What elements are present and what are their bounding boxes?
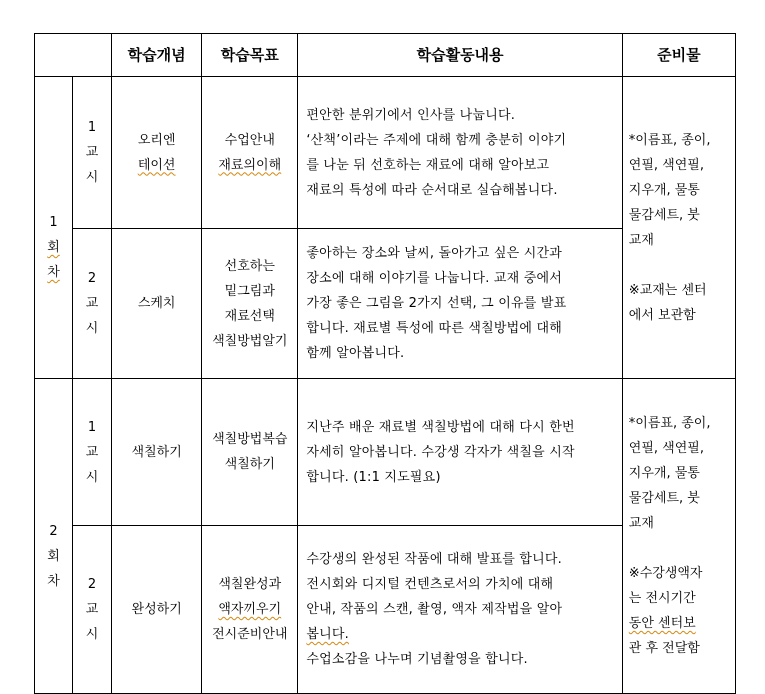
materials-cell-2: *이름표, 종이, 연필, 색연필, 지우개, 물통 물감세트, 붓 교재 ※수강생액자 는 전시기간 동안 센터보 관 후 전달함 (622, 379, 735, 694)
goal-cell: 선호하는 밑그림과 재료선택 색칠방법알기 (202, 229, 298, 379)
concept-cell: 완성하기 (112, 526, 202, 694)
header-row (35, 34, 736, 77)
lesson-plan-table (34, 33, 736, 694)
goal-cell: 수업안내 재료의이해 (202, 77, 298, 229)
table-row (35, 77, 736, 229)
table-row (35, 379, 736, 526)
header-goal: 학습목표 (202, 34, 298, 77)
header-materials: 준비물 (622, 34, 735, 77)
materials-cell-1: *이름표, 종이, 연필, 색연필, 지우개, 물통 물감세트, 붓 교재 ※교재는 센터 에서 보관함 (622, 77, 735, 379)
session-label-1: 1 회 차 (35, 77, 73, 379)
concept-cell: 오리엔 테이션 (112, 77, 202, 229)
activity-cell: 편안한 분위기에서 인사를 나눕니다. ‘산책’이라는 주제에 대해 함께 충분히 이야기 를 나눈 뒤 선호하는 재료에 대해 알아보고 재료의 특성에 따라 순서대로 실습해봅니다. (298, 77, 622, 229)
session-label-2: 2 회 차 (35, 379, 73, 694)
concept-cell: 스케치 (112, 229, 202, 379)
goal-cell: 색칠완성과 액자끼우기 전시준비안내 (202, 526, 298, 694)
header-concept: 학습개념 (112, 34, 202, 77)
activity-cell: 수강생의 완성된 작품에 대해 발표를 합니다. 전시회와 디지털 컨텐츠로서의 가치에 대해 안내, 작품의 스캔, 촬영, 액자 제작법을 알아 봅니다. 수업소감을 나누며 기념촬영을 합니다. (298, 526, 622, 694)
activity-cell: 좋아하는 장소와 날씨, 돌아가고 싶은 시간과 장소에 대해 이야기를 나눕니다. 교재 중에서 가장 좋은 그림을 2가지 선택, 그 이유를 발표 합니다. 재료별 특성에 따른 색칠방법에 대해 함께 알아봅니다. (298, 229, 622, 379)
period-label: 1 교 시 (73, 379, 112, 526)
goal-cell: 색칠방법복습 색칠하기 (202, 379, 298, 526)
period-label: 2 교 시 (73, 229, 112, 379)
concept-cell: 색칠하기 (112, 379, 202, 526)
header-blank-cell (35, 34, 112, 77)
period-label: 1 교 시 (73, 77, 112, 229)
header-activity: 학습활동내용 (298, 34, 622, 77)
activity-cell: 지난주 배운 재료별 색칠방법에 대해 다시 한번 자세히 알아봅니다. 수강생 각자가 색칠을 시작 합니다. (1:1 지도필요) (298, 379, 622, 526)
period-label: 2 교 시 (73, 526, 112, 694)
